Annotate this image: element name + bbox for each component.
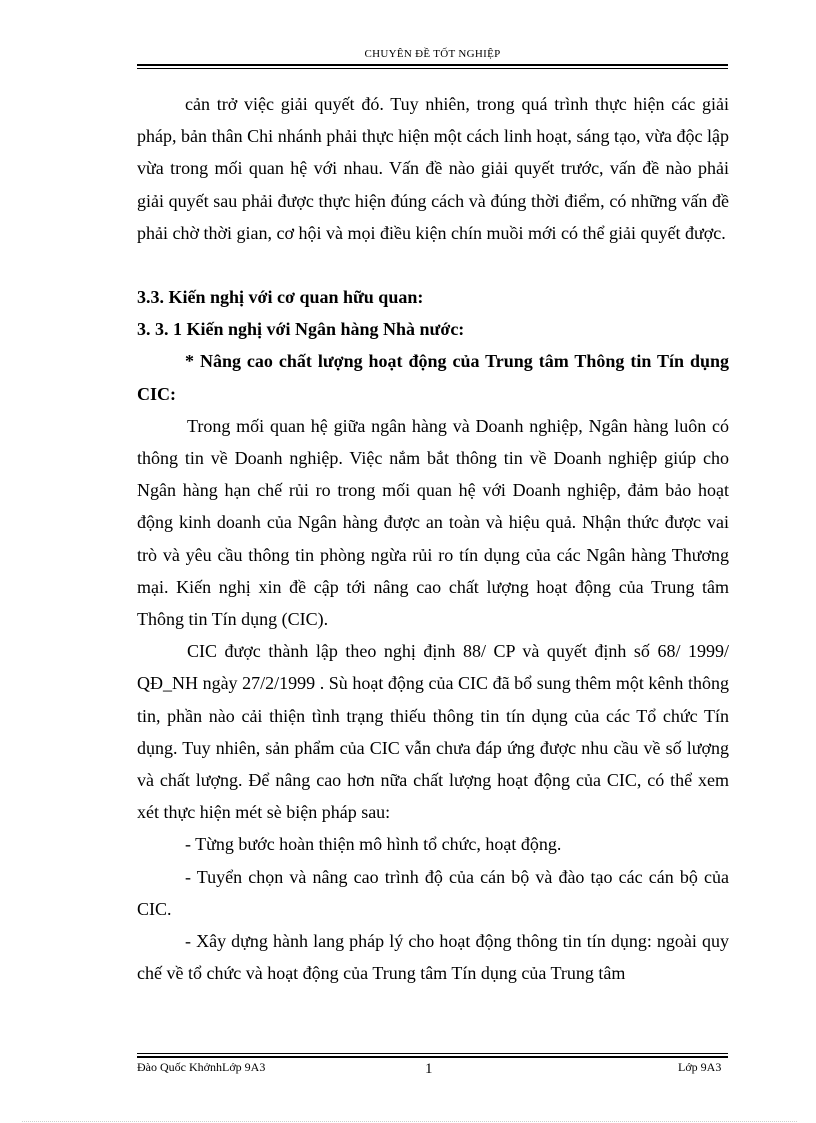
footer-author: Đào Quốc KhởnhLớp 9A3 (137, 1060, 266, 1074)
footer-rule-thin (137, 1053, 728, 1054)
document-body (137, 88, 729, 989)
section-heading: 3.3. Kiến nghị với cơ quan hữu quan: (137, 287, 424, 308)
paragraph-cic-founding: CIC được thành lập theo nghị định 88/ CP và quyết định số 68/ 1999/ QĐ_NH ngày 27/2/1999 . Sù hoạt động của CIC đã bổ sung thêm một kênh thông tin, phần nào cải thiện tình trạng thiếu thông tin tín dụng của các Tổ chức Tín dụng. Tuy nhiên, sản phẩm của CIC vẫn chưa đáp ứng được nhu cầu về số lượng và chất lượng. Để nâng cao hơn nữa chất lượng hoạt động của CIC, có thể xem xét thực hiện mét sè biện pháp sau: (137, 641, 729, 823)
list-item: - Tuyển chọn và nâng cao trình độ của cán bộ và đào tạo các cán bộ của CIC. (137, 866, 729, 919)
page-number: 1 (425, 1061, 433, 1077)
paragraph-gap (137, 249, 729, 281)
topic-heading: * Nâng cao chất lượng hoạt động của Trung tâm Thông tin Tín dụng CIC: (137, 351, 729, 404)
page-header-title: CHUYÊN ĐỀ TỐT NGHIỆP (364, 48, 501, 60)
header-rule-thin (137, 68, 728, 69)
paragraph-continuation: cản trở việc giải quyết đó. Tuy nhiên, trong quá trình thực hiện các giải pháp, bản thân Chi nhánh phải thực hiện một cách linh hoạt, sáng tạo, vừa độc lập vừa trong mối quan hệ với nhau. Vấn đề nào giải quyết trước, vấn đề nào phải giải quyết sau phải được thực hiện đúng cách và đúng thời điểm, có những vấn đề phải chờ thời gian, cơ hội và mọi điều kiện chín muồi mới có thể giải quyết được. (137, 94, 729, 243)
footer-class: Lớp 9A3 (678, 1060, 722, 1074)
subsection-heading: 3. 3. 1 Kiến nghị với Ngân hàng Nhà nước: (137, 319, 465, 340)
footer-rule-thick (137, 1056, 728, 1058)
list-item: - Từng bước hoàn thiện mô hình tổ chức, hoạt động. (185, 834, 562, 855)
header-rule-thick (137, 64, 728, 66)
page-bottom-dotted-line (22, 1121, 797, 1122)
paragraph-cic-intro: Trong mối quan hệ giữa ngân hàng và Doanh nghiệp, Ngân hàng luôn có thông tin về Doanh nghiệp. Việc nắm bắt thông tin về Doanh nghiệp giúp cho Ngân hàng hạn chế rủi ro trong mối quan hệ với Doanh nghiệp, đảm bảo hoạt động kinh doanh của Ngân hàng được an toàn và hiệu quả. Nhận thức được vai trò và yêu cầu thông tin phòng ngừa rủi ro tín dụng của các Ngân hàng Thương mại. Kiến nghị xin đề cập tới nâng cao chất lượng hoạt động của Trung tâm Thông tin Tín dụng (CIC). (137, 415, 729, 630)
list-item: - Xây dựng hành lang pháp lý cho hoạt động thông tin tín dụng: ngoài quy chế về tổ chức và hoạt động của Trung tâm Tín dụng của Trung tâm (137, 931, 729, 984)
